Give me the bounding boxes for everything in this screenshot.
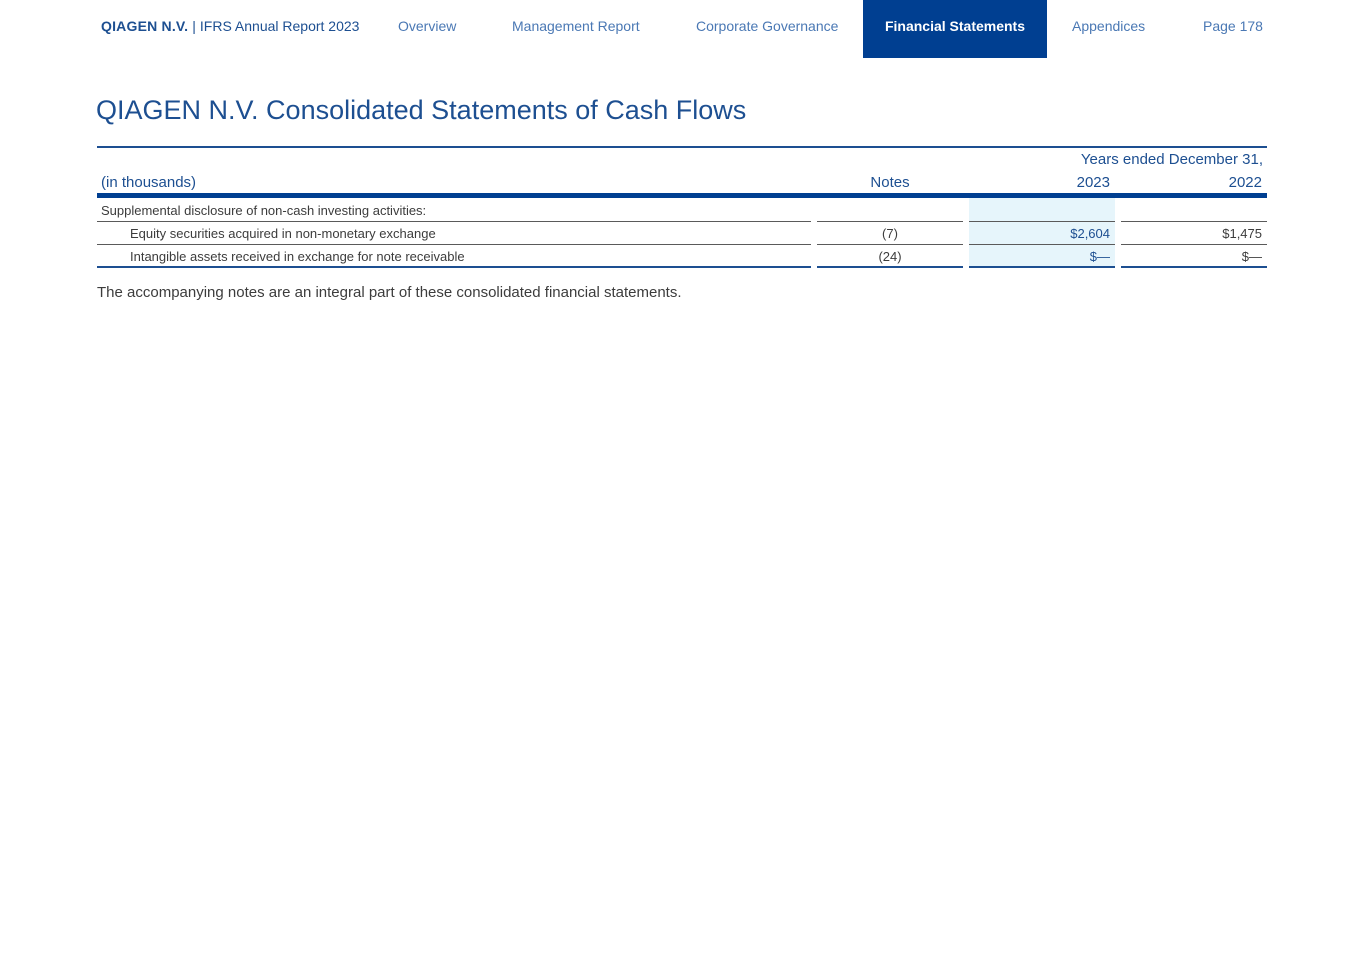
footnote: The accompanying notes are an integral part of these consolidated financial statements. bbox=[97, 284, 682, 301]
unit-label: (in thousands) bbox=[101, 174, 197, 191]
row-value-2023: $— bbox=[969, 245, 1115, 268]
row-label: Equity securities acquired in non-monetary exchange bbox=[97, 222, 811, 245]
row-value-2022: $— bbox=[1121, 245, 1267, 268]
page-number: Page 178 bbox=[1203, 18, 1263, 34]
year-header-2022: 2022 bbox=[1228, 174, 1262, 191]
period-header: Years ended December 31, bbox=[1080, 151, 1263, 168]
row-value-2022 bbox=[1121, 199, 1267, 222]
brand[interactable] bbox=[101, 17, 359, 35]
table-top-rule bbox=[97, 146, 1267, 148]
table-row bbox=[97, 222, 1267, 245]
row-value-2022: $1,475 bbox=[1121, 222, 1267, 245]
row-label: Supplemental disclosure of non-cash investing activities: bbox=[97, 199, 811, 222]
report-name: IFRS Annual Report 2023 bbox=[199, 18, 360, 34]
nav-overview[interactable]: Overview bbox=[398, 18, 457, 34]
row-note: (7) bbox=[817, 222, 963, 245]
row-note: (24) bbox=[817, 245, 963, 268]
table-row bbox=[97, 245, 1267, 268]
notes-header: Notes bbox=[870, 174, 910, 191]
brand-name: QIAGEN N.V. bbox=[101, 18, 189, 34]
row-label: Intangible assets received in exchange for note receivable bbox=[97, 245, 811, 268]
nav-financial-statements[interactable]: Financial Statements bbox=[863, 0, 1047, 58]
brand-separator: | bbox=[192, 18, 196, 34]
nav-appendices[interactable]: Appendices bbox=[1072, 18, 1146, 34]
nav-corporate-governance[interactable]: Corporate Governance bbox=[696, 18, 839, 34]
row-value-2023: $2,604 bbox=[969, 222, 1115, 245]
page-title: QIAGEN N.V. Consolidated Statements of Cash Flows bbox=[96, 95, 747, 125]
table-row bbox=[97, 199, 1267, 222]
row-note bbox=[817, 199, 963, 222]
nav-management-report[interactable]: Management Report bbox=[512, 18, 640, 34]
top-navigation bbox=[0, 0, 1365, 58]
year-header-2023: 2023 bbox=[1076, 174, 1110, 191]
row-value-2023 bbox=[969, 199, 1115, 222]
